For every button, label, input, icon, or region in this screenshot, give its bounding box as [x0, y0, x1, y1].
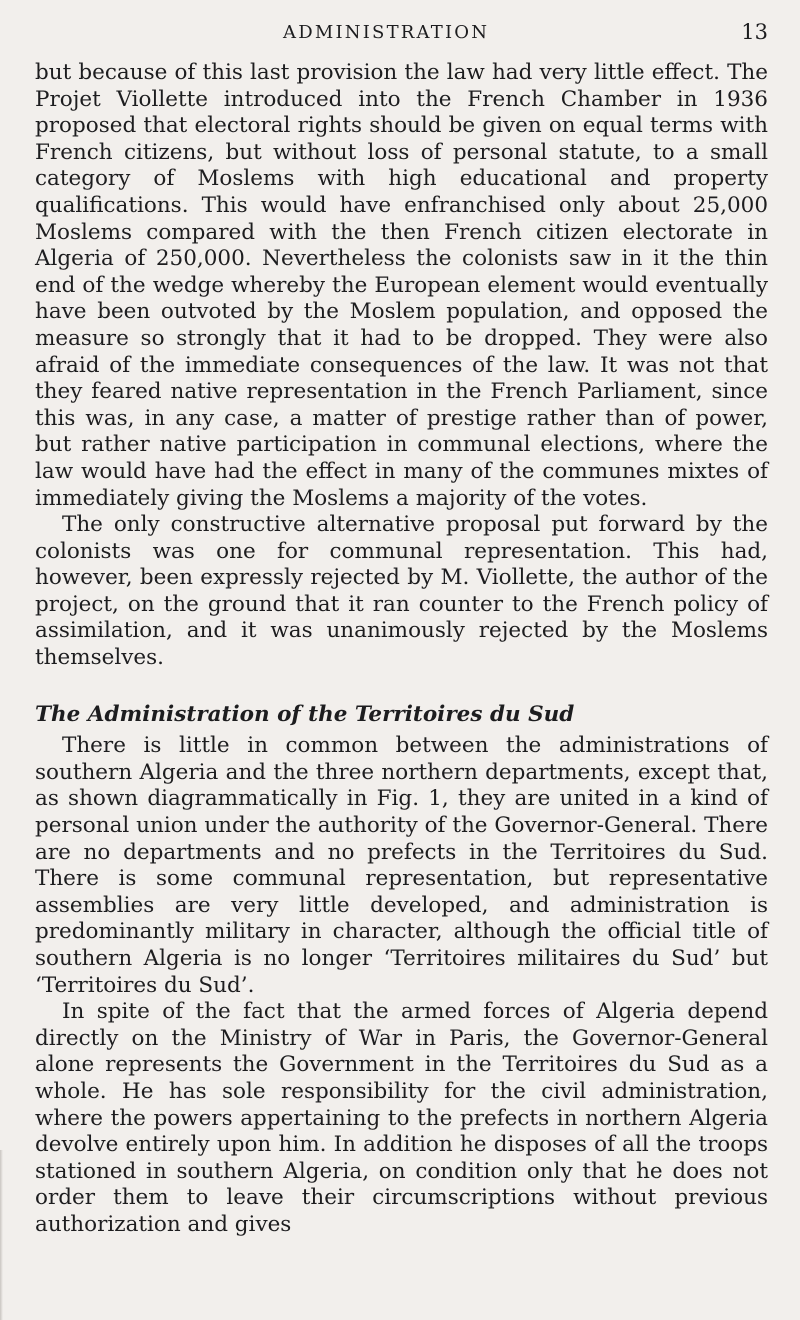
- book-page: [35, 20, 768, 1239]
- paragraph: In spite of the fact that the armed forces of Algeria depend directly on the Ministry of War in Paris, the Governor-General alone represents the Government in the Territoires du Sud as a whole. He has sole responsibility for the civil administration, where the powers appertaining to the prefects in northern Algeria devolve entirely upon him. In addition he disposes of all the troops stationed in southern Algeria, on condition only that he does not order them to leave their circumscriptions without previous authorization and gives: [35, 999, 768, 1237]
- page-edge-shadow: [0, 1150, 3, 1320]
- section-heading: The Administration of the Territoires du Sud: [35, 701, 575, 727]
- paragraph-continuation: but because of this last provision the law had very little effect. The Projet Viollette introduced into the French Chamber in 1936 proposed that electoral rights should be given on equal terms with French citizens, but without loss of personal statute, to a small category of Moslems with high educational and property qualifications. This would have enfranchised only about 25,000 Moslems compared with the then French citizen electorate in Algeria of 250,000. Nevertheless the colonists saw in it the thin end of the wedge whereby the European element would eventually have been outvoted by the Moslem population, and opposed the measure so strongly that it had to be dropped. They were also afraid of the immediate consequences of the law. It was not that they feared native representation in the French Parliament, since this was, in any case, a matter of prestige rather than of power, but rather native participation in communal elections, where the law would have had the effect in many of the communes mixtes of immediately giving the Moslems a majority of the votes.: [35, 60, 768, 511]
- running-head-title: ADMINISTRATION: [283, 22, 490, 43]
- page-number: 13: [741, 20, 768, 44]
- paragraph: The only constructive alternative proposal put forward by the colonists was one for communal representation. This had, however, been expressly rejected by M. Viollette, the author of the project, on the ground that it ran counter to the French policy of assimilation, and it was unanimously rejected by the Moslems themselves.: [35, 512, 768, 671]
- running-head: [35, 20, 768, 60]
- paragraph: There is little in common between the administrations of southern Algeria and the three northern departments, except that, as shown diagrammatically in Fig. 1, they are united in a kind of personal union under the authority of the Governor-General. There are no departments and no prefects in the Territoires du Sud. There is some communal representation, but representative assemblies are very little developed, and administration is predominantly military in character, although the official title of southern Algeria is no longer ‘Territoires militaires du Sud’ but ‘Territoires du Sud’.: [35, 733, 768, 998]
